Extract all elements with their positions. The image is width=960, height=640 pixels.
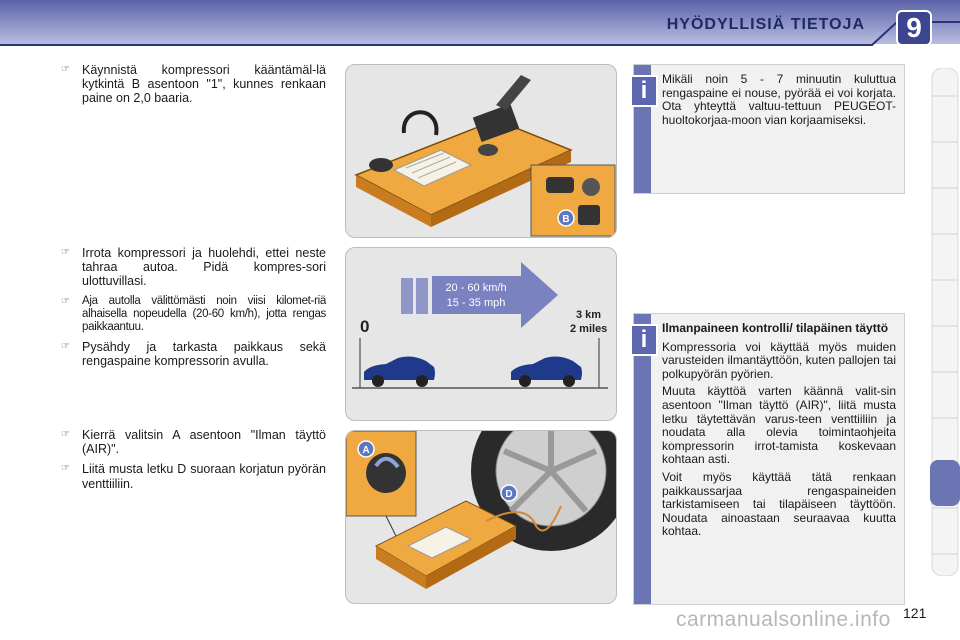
info-box-air-inflation bbox=[633, 313, 905, 605]
info-paragraph: Muuta käyttöä varten käännä valit-sin asentoon "Ilman täyttö (AIR)", liitä musta letku täytettävän varus-teen venttiiliin ja noudata alla olevia toimintaohjeita kompressorin irrot-tamista koskevaan kohtaan asti. bbox=[662, 384, 896, 467]
instruction-text: Kierrä valitsin A asentoon "Ilman täyttö (AIR)". bbox=[82, 428, 326, 457]
start-zero: 0 bbox=[360, 317, 370, 336]
info-title: Ilmanpaineen kontrolli/ tilapäinen täyttö bbox=[662, 321, 889, 335]
instruction-block-3 bbox=[58, 428, 326, 497]
instruction-block-1 bbox=[58, 63, 326, 112]
car-1 bbox=[364, 357, 435, 387]
label-b: B bbox=[562, 214, 570, 225]
hand-pointer-icon: ☞ bbox=[61, 64, 70, 75]
info-bar bbox=[634, 314, 651, 604]
info-box-repair-failure bbox=[633, 64, 905, 194]
speed-mph: 15 - 35 mph bbox=[446, 297, 506, 309]
instruction-item bbox=[58, 462, 326, 490]
instruction-block-2 bbox=[58, 246, 326, 374]
label-a: A bbox=[362, 445, 370, 456]
instruction-text: Käynnistä kompressori kääntämäl-lä kytkintä B asentoon "1", kunnes renkaan paine on 2,0 baaria. bbox=[82, 63, 326, 106]
instruction-text: Pysähdy ja tarkasta paikkaus sekä rengaspaine kompressorin avulla. bbox=[82, 339, 326, 368]
instruction-text: Irrota kompressori ja huolehdi, ettei neste tahraa autoa. Pidä kompres-sori ulottuvillasi. bbox=[82, 246, 326, 289]
info-paragraph: Kompressoria voi käyttää myös muiden varusteiden ilmantäyttöön, kuten pallojen tai polkupyörän pyörien. bbox=[662, 339, 896, 381]
info-icon: i bbox=[630, 75, 658, 107]
figure-speed-distance bbox=[345, 247, 617, 421]
figure-compressor-switch bbox=[345, 64, 617, 238]
label-d: D bbox=[505, 489, 513, 500]
hand-pointer-icon: ☞ bbox=[61, 463, 70, 475]
info-text bbox=[662, 73, 896, 131]
instruction-item bbox=[58, 295, 326, 334]
page-header bbox=[0, 0, 960, 50]
car-2 bbox=[511, 357, 582, 387]
compressor-hose-illustration bbox=[346, 431, 616, 603]
speed-kmh: 20 - 60 km/h bbox=[445, 282, 507, 294]
hand-pointer-icon: ☞ bbox=[61, 295, 70, 307]
instruction-item bbox=[58, 63, 326, 106]
info-text bbox=[662, 322, 896, 543]
distance-km: 3 km bbox=[576, 309, 602, 321]
info-icon: i bbox=[630, 324, 658, 356]
hand-pointer-icon: ☞ bbox=[61, 247, 70, 258]
figure-selector-hose bbox=[345, 430, 617, 604]
speed-distance-illustration bbox=[346, 248, 616, 420]
chapter-side-tabs bbox=[930, 68, 960, 576]
instruction-item bbox=[58, 428, 326, 456]
section-title: HYÖDYLLISIÄ TIETOJA bbox=[666, 16, 865, 33]
instruction-text: Liitä musta letku D suoraan korjatun pyörän venttiiliin. bbox=[82, 462, 326, 491]
page-number: 121 bbox=[903, 605, 927, 621]
watermark: carmanualsonline.info bbox=[676, 608, 891, 631]
instruction-text: Aja autolla välittömästi noin viisi kilomet-riä alhaisella nopeudella (20-60 km/h), jotta rengas paikkaantuu. bbox=[82, 294, 326, 333]
hand-pointer-icon: ☞ bbox=[61, 340, 70, 352]
chapter-number: 9 bbox=[906, 12, 922, 43]
distance-miles: 2 miles bbox=[570, 323, 608, 335]
info-paragraph: Mikäli noin 5 - 7 minuutin kuluttua rengaspaine ei nouse, pyörää ei voi korjata. Ota yhteyttä valtuu-tettuun PEUGEOT-huoltokorjaa-moon vian korjaamiseksi. bbox=[662, 72, 896, 127]
hand-pointer-icon: ☞ bbox=[61, 429, 70, 440]
info-paragraph: Voit myös käyttää tätä renkaan paikkaussarjaa rengaspaineiden tarkistamiseen tai tilapäiseen täyttöön. Noudata ainoastaan seuraavaa kuutta kohtaa. bbox=[662, 469, 896, 539]
instruction-item bbox=[58, 246, 326, 289]
compressor-illustration bbox=[346, 65, 616, 237]
instruction-item bbox=[58, 340, 326, 368]
